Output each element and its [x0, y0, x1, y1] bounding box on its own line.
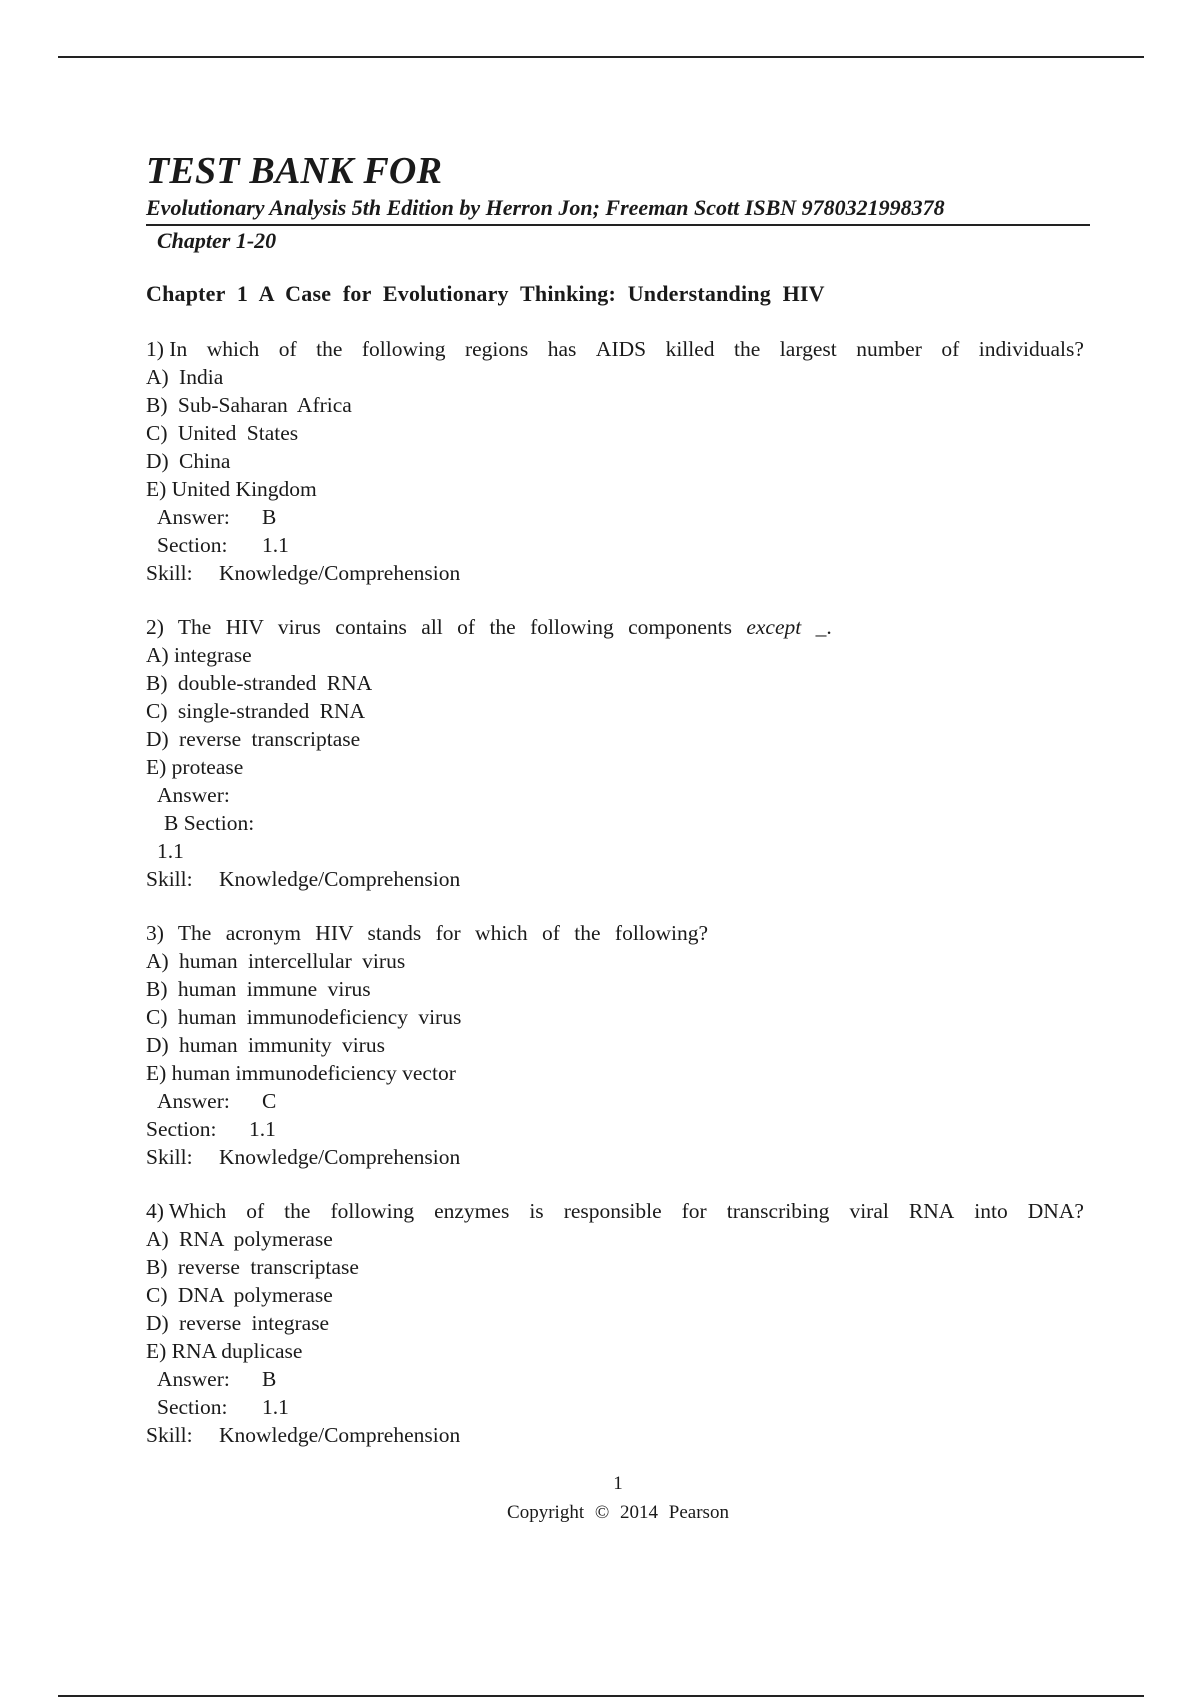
- option-c: C) human immunodeficiency virus: [146, 1005, 462, 1029]
- section-label: Section:: [157, 533, 228, 557]
- option-d: D) China: [146, 449, 231, 473]
- stem-word: of: [941, 337, 960, 361]
- stem-emphasis: except: [746, 615, 802, 639]
- option-b: B) double-stranded RNA: [146, 671, 373, 695]
- answer-line: [146, 503, 1090, 531]
- section-line: [146, 1115, 1090, 1143]
- stem-word: which: [206, 337, 260, 361]
- section-value: 1.1: [157, 839, 184, 863]
- option-b: B) Sub-Saharan Africa: [146, 393, 352, 417]
- skill-line: [146, 1143, 1090, 1171]
- bottom-rule: [58, 1695, 1144, 1697]
- stem-word: individuals?: [978, 337, 1084, 361]
- option-e: E) protease: [146, 755, 244, 779]
- answer-value: B: [262, 505, 277, 529]
- question-4: [146, 1197, 1090, 1449]
- answer-value: B: [262, 1367, 277, 1391]
- option-d: D) human immunity virus: [146, 1033, 385, 1057]
- stem-word: killed: [665, 337, 715, 361]
- question-2: [146, 613, 1090, 893]
- stem-word: the: [734, 337, 761, 361]
- stem-word: the: [316, 337, 343, 361]
- stem-word: into: [974, 1199, 1008, 1223]
- stem-word: regions: [464, 337, 529, 361]
- skill-value: Knowledge/Comprehension: [219, 867, 461, 891]
- copyright-notice: Copyright © 2014 Pearson: [507, 1502, 729, 1523]
- option-a: A) integrase: [146, 643, 252, 667]
- stem-word: RNA: [908, 1199, 955, 1223]
- option-a: A) RNA polymerase: [146, 1227, 333, 1251]
- page-content: [146, 148, 1090, 1449]
- option-c: C) single-stranded RNA: [146, 699, 365, 723]
- skill-line: [146, 1421, 1090, 1449]
- stem-word: of: [278, 337, 297, 361]
- question-stem: [146, 1197, 1084, 1225]
- skill-value: Knowledge/Comprehension: [219, 1423, 461, 1447]
- skill-value: Knowledge/Comprehension: [219, 561, 461, 585]
- document-subtitle: Evolutionary Analysis 5th Edition by Herron Jon; Freeman Scott ISBN 9780321998378: [146, 194, 1090, 226]
- stem-word: is: [529, 1199, 544, 1223]
- skill-line: [146, 865, 1090, 893]
- top-rule: [58, 56, 1144, 58]
- option-b: B) reverse transcriptase: [146, 1255, 359, 1279]
- stem-word: AIDS: [595, 337, 647, 361]
- document-title: TEST BANK FOR: [146, 150, 443, 192]
- answer-label: Answer:: [157, 1089, 230, 1113]
- skill-label: Skill:: [146, 1145, 193, 1169]
- question-stem: 3) The acronym HIV stands for which of the following?: [146, 921, 709, 945]
- section-value: 1.1: [262, 1395, 289, 1419]
- option-c: C) United States: [146, 421, 299, 445]
- stem-word: for: [681, 1199, 707, 1223]
- chapter-heading: Chapter 1 A Case for Evolutionary Thinking: Understanding HIV: [146, 281, 825, 306]
- stem-word: transcribing: [726, 1199, 830, 1223]
- option-a: A) India: [146, 365, 224, 389]
- section-label: Section:: [146, 1117, 217, 1141]
- stem-blank: _.: [801, 615, 832, 639]
- option-e: E) RNA duplicase: [146, 1339, 303, 1363]
- skill-value: Knowledge/Comprehension: [219, 1145, 461, 1169]
- option-b: B) human immune virus: [146, 977, 371, 1001]
- section-value: 1.1: [262, 533, 289, 557]
- answer-label: Answer:: [157, 1367, 230, 1391]
- stem-word: largest: [779, 337, 837, 361]
- chapter-range: Chapter 1-20: [157, 228, 277, 253]
- answer-line: [146, 1365, 1090, 1393]
- question-1: [146, 335, 1090, 587]
- stem-word: 4) Which: [146, 1199, 227, 1223]
- answer-label: Answer:: [157, 783, 230, 807]
- stem-word: responsible: [563, 1199, 662, 1223]
- section-line: [146, 531, 1090, 559]
- stem-word: number: [856, 337, 922, 361]
- skill-label: Skill:: [146, 561, 193, 585]
- answer-line: [146, 1087, 1090, 1115]
- option-d: D) reverse transcriptase: [146, 727, 361, 751]
- stem-text: 2) The HIV virus contains all of the following components: [146, 615, 732, 639]
- question-stem: [146, 335, 1084, 363]
- question-stem: [146, 613, 1090, 641]
- skill-label: Skill:: [146, 867, 193, 891]
- stem-word: has: [547, 337, 577, 361]
- option-e: E) United Kingdom: [146, 477, 317, 501]
- option-e: E) human immunodeficiency vector: [146, 1061, 456, 1085]
- stem-word: the: [284, 1199, 311, 1223]
- section-value: 1.1: [249, 1117, 276, 1141]
- option-d: D) reverse integrase: [146, 1311, 330, 1335]
- question-3: [146, 919, 1090, 1171]
- stem-word: DNA?: [1027, 1199, 1084, 1223]
- stem-word: 1) In: [146, 337, 188, 361]
- section-label: Section:: [157, 1395, 228, 1419]
- stem-word: following: [330, 1199, 415, 1223]
- skill-line: [146, 559, 1090, 587]
- stem-word: of: [246, 1199, 265, 1223]
- stem-word: following: [361, 337, 446, 361]
- option-c: C) DNA polymerase: [146, 1283, 333, 1307]
- answer-label: Answer:: [157, 505, 230, 529]
- stem-word: viral: [849, 1199, 889, 1223]
- answer-section-line: B Section:: [164, 811, 255, 835]
- page-number: 1: [613, 1473, 623, 1494]
- answer-value: C: [262, 1089, 277, 1113]
- stem-word: enzymes: [434, 1199, 510, 1223]
- section-line: [146, 1393, 1090, 1421]
- option-a: A) human intercellular virus: [146, 949, 406, 973]
- skill-label: Skill:: [146, 1423, 193, 1447]
